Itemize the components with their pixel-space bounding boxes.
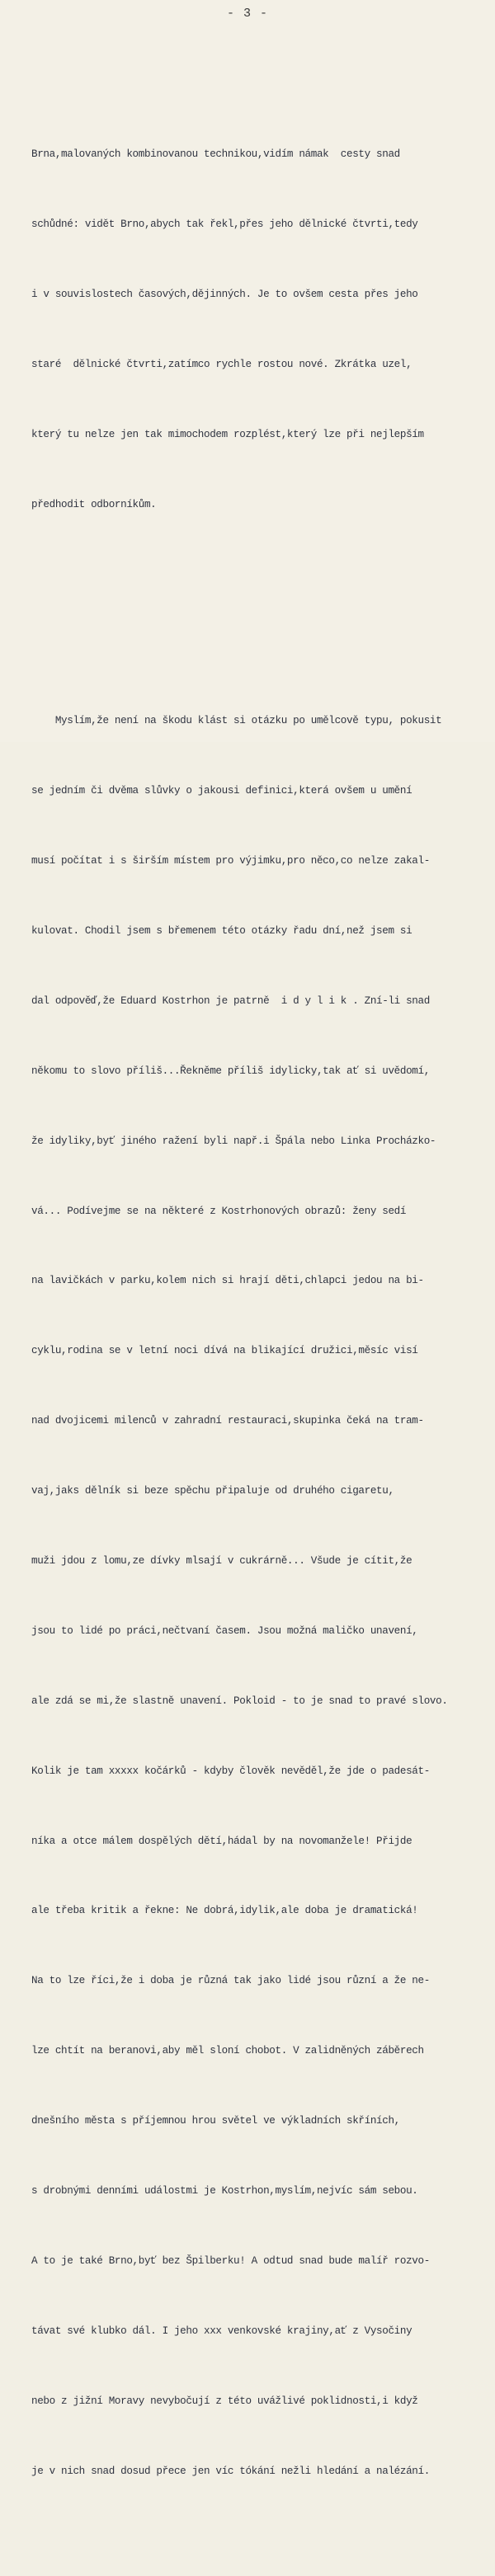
text-line: cyklu,rodina se v letní noci dívá na blikající družici,měsíc visí [31, 1345, 418, 1357]
body-text [31, 49, 493, 2576]
text-line: nebo z jižní Moravy nevybočují z této uvážlivé poklidnosti,i když [31, 2395, 418, 2407]
text-line: dal odpověď,že Eduard Kostrhon je patrně i d y l i k . Zní-li snad [31, 994, 430, 1007]
text-line: vaj,jaks dělník si beze spěchu připaluje od druhého cigaretu, [31, 1485, 394, 1497]
text-line: je v nich snad dosud přece jen víc tókání nežli hledání a nalézání. [31, 2465, 430, 2477]
text-line: távat své klubko dál. I jeho xxx venkovské krajiny,ať z Vysočiny [31, 2325, 412, 2337]
page-number: - 3 - [226, 7, 268, 21]
text-line: Kolik je tam xxxxx kočárků - kdyby člověk nevěděl,že jde o padesát- [31, 1765, 430, 1777]
text-line: se jedním či dvěma slůvky o jakousi definici,která ovšem u umění [31, 785, 412, 797]
paragraph-1 [31, 96, 493, 563]
text-line: Myslím,že není na škodu klást si otázku po umělcově typu, pokusit [31, 715, 442, 727]
text-line: Brna,malovaných kombinovanou technikou,vidím námak cesty snad [31, 148, 400, 161]
text-line: ale třeba kritik a řekne: Ne dobrá,idylik,ale doba je dramatická! [31, 1905, 418, 1917]
text-line: který tu nelze jen tak mimochodem rozplést,který lze při nejlepším [31, 428, 424, 440]
text-line: i v souvislostech časových,dějinných. Je to ovšem cesta přes jeho [31, 288, 418, 300]
text-line: níka a otce málem dospělých dětí,hádal by na novomanžele! Přijde [31, 1835, 412, 1847]
text-line: že idyliky,byť jiného ražení byli např.i Špála nebo Linka Procházko- [31, 1135, 436, 1147]
text-line: A to je také Brno,byť bez Špilberku! A odtud snad bude malíř rozvo- [31, 2254, 430, 2267]
text-line: ale zdá se mi,že slastně unavení. Pokloid - to je snad to pravé slovo. [31, 1695, 448, 1707]
text-line: kulovat. Chodil jsem s břemenem této otázky řadu dní,než jsem si [31, 924, 412, 937]
text-line: schůdné: vidět Brno,abych tak řekl,přes jeho dělnické čtvrti,tedy [31, 219, 418, 231]
text-line: dnešního města s příjemnou hrou světel ve výkladních skříních, [31, 2115, 400, 2127]
paragraph-2 [31, 663, 493, 2530]
text-line: muži jdou z lomu,ze dívky mlsají v cukrárně... Všude je cítit,že [31, 1555, 412, 1567]
text-line: vá... Podívejme se na některé z Kostrhonových obrazů: ženy sedí [31, 1205, 407, 1217]
text-line: jsou to lidé po práci,nečtvaní časem. Jsou možná maličko unavení, [31, 1624, 418, 1637]
text-line: staré dělnické čtvrti,zatímco rychle rostou nové. Zkrátka uzel, [31, 358, 412, 370]
text-line: Na to lze říci,že i doba je různá tak jako lidé jsou různí a že ne- [31, 1975, 430, 1987]
text-line: předhodit odborníkům. [31, 498, 157, 510]
text-line: někomu to slovo příliš...Řekněme příliš idylicky,tak ať si uvědomí, [31, 1065, 430, 1077]
text-line: musí počítat i s širším místem pro výjimku,pro něco,co nelze zakal- [31, 855, 430, 867]
text-line: lze chtít na beranovi,aby měl sloní chobot. V zalidněných záběrech [31, 2045, 424, 2057]
text-line: s drobnými denními událostmi je Kostrhon,myslím,nejvíc sám sebou. [31, 2185, 418, 2198]
paragraph-gap [31, 609, 493, 616]
text-line: na lavičkách v parku,kolem nich si hrají děti,chlapci jedou na bi- [31, 1275, 424, 1287]
text-line: nad dvojicemi milenců v zahradní restauraci,skupinka čeká na tram- [31, 1415, 424, 1427]
